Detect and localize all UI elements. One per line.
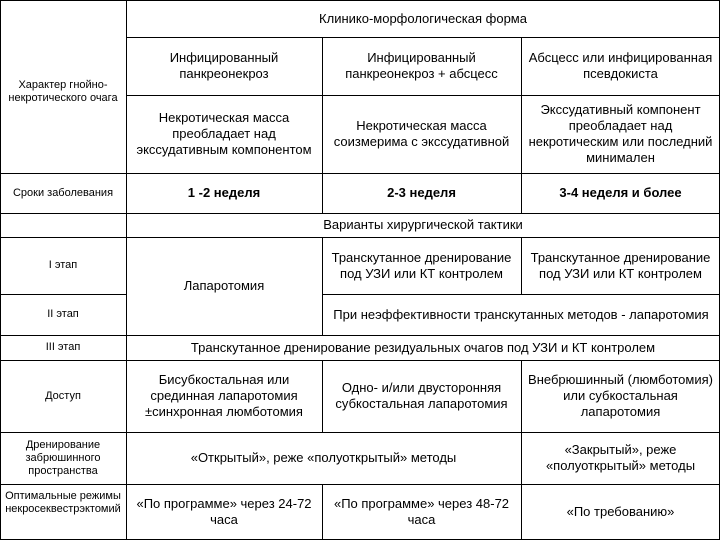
stage-1-label: I этап <box>48 259 78 271</box>
drainage-open-method: «Открытый», реже «полуоткрытый» методы <box>190 450 457 465</box>
laparotomy-cell: Лапаротомия <box>183 278 265 293</box>
focus-character-label: Характер гнойно-некротического очага <box>8 79 118 104</box>
grid-line <box>322 484 323 540</box>
stage-3-residual-drainage: Транскутанное дренирование резидуальных очагов под УЗИ и КТ контролем <box>190 339 656 355</box>
grid-line <box>521 37 522 213</box>
mode-programmed-24-72: «По программе» через 24-72 часа <box>136 496 312 527</box>
grid-line <box>0 360 720 361</box>
grid-line <box>0 237 720 238</box>
grid-line <box>0 335 720 336</box>
grid-line <box>126 95 720 96</box>
grid-line <box>0 213 720 214</box>
drainage-label: Дренирование забрюшинного пространства <box>25 438 101 477</box>
access-label: Доступ <box>45 389 81 402</box>
character-exudative-dominant: Экссудативный компонент преобладает над некротическим или последний минимален <box>528 102 713 165</box>
timing-3-4-weeks: 3-4 неделя и более <box>559 185 682 200</box>
grid-line <box>322 37 323 213</box>
grid-line <box>0 294 126 295</box>
grid-line <box>126 0 127 540</box>
grid-line <box>322 294 720 295</box>
stage-2-label: II этап <box>47 308 79 320</box>
form-infected-necrosis: Инфицированный панкреонекроз <box>169 50 279 81</box>
grid-line <box>0 0 720 1</box>
mode-programmed-48-72: «По программе» через 48-72 часа <box>333 496 510 527</box>
timing-1-2-weeks: 1 -2 неделя <box>187 185 261 200</box>
necrosequestrectomy-modes-label: Оптимальные режимы некросеквестрэктомий <box>5 490 121 515</box>
form-necrosis-abscess: Инфицированный панкреонекроз + абсцесс <box>345 50 498 81</box>
grid-line <box>0 173 720 174</box>
stage-1-transcutaneous-drainage: Транскутанное дренирование под УЗИ или КТ контролем <box>331 249 512 281</box>
stage-1-transcutaneous-drainage-late: Транскутанное дренирование под УЗИ или КТ контролем <box>530 249 711 281</box>
character-necrotic-dominant: Некротическая масса преобладает над экссудативным компонентом <box>136 110 312 157</box>
surgical-tactics-title: Варианты хирургической тактики <box>323 217 523 232</box>
mode-on-demand: «По требованию» <box>566 504 675 519</box>
form-abscess-pseudocyst: Абсцесс или инфицированная псевдокиста <box>528 50 713 81</box>
grid-line <box>521 360 522 540</box>
grid-line <box>126 37 720 38</box>
grid-line <box>521 237 522 294</box>
stage-3-label: III этап <box>45 341 81 353</box>
character-comparable: Некротическая масса соизмерима с экссудативной <box>333 118 510 149</box>
clinical-form-title: Клинико-морфологическая форма <box>319 10 527 26</box>
stage-2-laparotomy-if-ineffective: При неэффективности транскутанных методов - лапаротомия <box>333 306 709 322</box>
grid-line <box>0 0 1 540</box>
access-subcostal: Одно- и/или двусторонняя субкостальная лапаротомия <box>335 380 508 411</box>
grid-line <box>322 360 323 432</box>
timing-label: Сроки заболевания <box>12 186 114 199</box>
timing-2-3-weeks: 2-3 неделя <box>387 185 456 200</box>
grid-line <box>0 432 720 433</box>
grid-line <box>0 484 720 485</box>
grid-line <box>322 237 323 335</box>
drainage-closed-method: «Закрытый», реже «полуоткрытый» методы <box>545 442 696 473</box>
access-bisubcostal: Бисубкостальная или срединная лапаротомия ±синхронная люмботомия <box>145 372 303 419</box>
access-retroperitoneal: Внебрюшинный (люмботомия) или субкостальная лапаротомия <box>528 372 713 419</box>
